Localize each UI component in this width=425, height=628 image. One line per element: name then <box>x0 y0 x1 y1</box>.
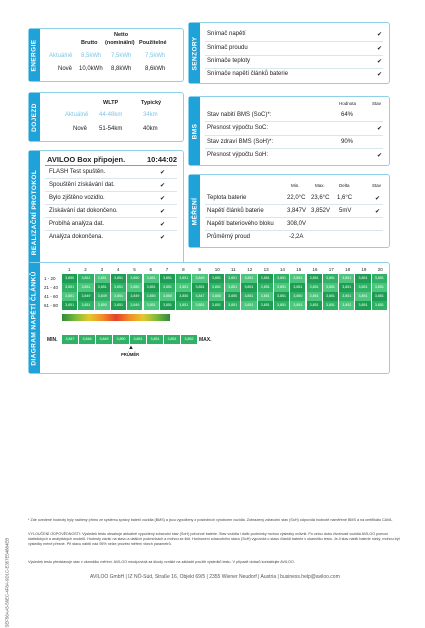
energy-r1-brutto: 8,5kWh <box>81 53 102 59</box>
range-r1-typ: 34km <box>143 112 158 118</box>
cell-voltage: 3,851 <box>209 301 225 310</box>
scale-value: 3,851 <box>130 335 147 344</box>
cell-voltage: 3,851 <box>258 301 274 310</box>
cell-voltage: 3,851 <box>160 283 176 292</box>
cell-column-header: 15 <box>296 267 302 272</box>
cell-voltage: 3,850 <box>290 292 306 301</box>
cell-voltage: 3,851 <box>144 274 160 283</box>
cell-voltage: 3,851 <box>372 292 388 301</box>
energy-head-netto2: (nominální) <box>105 40 135 46</box>
energy-r2-pouz: 8,6kWh <box>145 66 166 72</box>
range-panel <box>28 92 184 142</box>
energy-head-brutto: Brutto <box>81 40 98 46</box>
bms-side-label: BMS <box>189 97 200 165</box>
cell-voltage: 3,851 <box>241 283 257 292</box>
cell-column-header: 10 <box>214 267 220 272</box>
scale-value: 3,851 <box>147 335 164 344</box>
measure-row-delta: 1,6°C <box>337 195 353 201</box>
check-icon: ✔ <box>377 153 383 159</box>
cell-voltage: 3,851 <box>111 274 127 283</box>
cell-voltage: 3,851 <box>323 283 339 292</box>
measure-row-max: 3,852V <box>311 208 331 214</box>
energy-side-label: ENERGIE <box>29 29 40 81</box>
scale-value: 3,851 <box>164 335 181 344</box>
range-head-wltp: WLTP <box>103 100 119 106</box>
cell-voltage: 3,851 <box>111 292 127 301</box>
energy-head-pouzitelne: Použitelné <box>139 40 167 46</box>
sensors-panel <box>188 22 390 84</box>
range-head-typicky: Typický <box>141 100 162 106</box>
cell-voltage: 3,851 <box>111 301 127 310</box>
cell-column-header: 5 <box>133 267 136 272</box>
cell-column-header: 17 <box>328 267 334 272</box>
footnote-3: Výsledek testu představuje stav v okamžiku měření. AVILOO neodpovídá za škody vzniklé na základě použití výsledků testu. V případě dotazů kontaktujte AVILOO. <box>28 560 295 564</box>
cell-voltage: 3,851 <box>339 292 355 301</box>
measure-row-label: Napětí článků baterie <box>207 208 264 214</box>
cells-panel <box>28 262 390 374</box>
cell-voltage: 3,851 <box>258 274 274 283</box>
cell-voltage: 3,851 <box>355 274 371 283</box>
cell-column-header: 1 <box>68 267 71 272</box>
scale-value: 3,852 <box>181 335 198 344</box>
cell-voltage: 3,851 <box>355 283 371 292</box>
cell-voltage: 3,851 <box>192 283 208 292</box>
cells-side-label: DIAGRAM NAPĚTÍ ČLÁNKŮ <box>29 263 40 373</box>
check-icon: ✔ <box>160 196 166 202</box>
energy-panel <box>28 28 184 82</box>
cell-voltage: 3,851 <box>355 301 371 310</box>
cell-column-header: 11 <box>231 267 236 272</box>
cell-voltage: 3,851 <box>307 301 323 310</box>
cell-column-header: 19 <box>361 267 367 272</box>
measure-row-min: 308,0V <box>287 221 307 227</box>
energy-r1-label: Aktuálně <box>49 53 73 59</box>
range-side-label: DOJEZD <box>29 93 40 141</box>
check-icon: ✔ <box>160 222 166 228</box>
cell-voltage: 3,851 <box>192 301 208 310</box>
protocol-panel <box>28 150 184 274</box>
bms-soc: Stav nabití BMS (SoC)*: <box>207 112 272 118</box>
check-icon: ✔ <box>160 183 166 189</box>
cell-voltage: 3,847 <box>192 292 208 301</box>
cell-voltage: 3,850 <box>95 301 111 310</box>
cell-voltage: 3,851 <box>339 283 355 292</box>
cell-row-label: 1 - 20 <box>44 276 56 281</box>
range-r2-wltp: 51-54km <box>99 126 123 132</box>
cell-voltage: 3,851 <box>274 283 290 292</box>
footnote-1: * Zde uvedené hodnoty byly načteny přímo ze systému správy baterií vozidla (BMS) a jsou vypočteny z posledních výrobcem vozidla. Zobrazený zdravotní stav (SoH) odpovídá hodnotě naměřené BMS a na certifikátu CAVA. <box>28 518 393 522</box>
measure-row-label: Teplota baterie <box>207 195 247 201</box>
cell-voltage: 3,851 <box>339 274 355 283</box>
cell-voltage: 3,851 <box>176 274 192 283</box>
cell-voltage: 3,851 <box>225 274 241 283</box>
cell-voltage: 3,850 <box>62 274 78 283</box>
protocol-item: Probíhá analýza dat. <box>49 221 105 227</box>
cell-voltage: 3,851 <box>160 274 176 283</box>
cell-voltage: 3,851 <box>176 301 192 310</box>
cell-voltage: 3,851 <box>209 283 225 292</box>
bms-soh-value: 90% <box>341 139 354 145</box>
bms-soc-acc: Přesnost výpočtu SoC: <box>207 125 269 131</box>
cell-voltage: 3,851 <box>111 283 127 292</box>
check-icon: ✔ <box>377 32 383 38</box>
measure-head-delta: Delta <box>339 183 350 188</box>
cell-voltage: 3,850 <box>160 292 176 301</box>
cell-voltage: 3,851 <box>323 274 339 283</box>
cell-voltage: 3,851 <box>290 301 306 310</box>
check-icon: ✔ <box>377 126 383 132</box>
measure-row-label: Průměrný proud <box>207 234 251 240</box>
cell-voltage: 3,851 <box>307 283 323 292</box>
scale-max-label: MAX. <box>199 337 212 343</box>
cell-voltage: 3,851 <box>241 274 257 283</box>
cell-voltage: 3,851 <box>323 292 339 301</box>
bms-head-stav: Stav <box>372 101 382 106</box>
bms-soc-value: 64% <box>341 112 354 118</box>
cell-voltage: 3,851 <box>274 274 290 283</box>
cell-column-header: 2 <box>84 267 87 272</box>
cell-row-label: 21 - 40 <box>44 285 59 290</box>
protocol-item: Spouštění získávání dat. <box>49 182 115 188</box>
measure-row-max: 23,6°C <box>311 195 330 201</box>
scale-value: 3,848 <box>79 335 96 344</box>
cell-voltage: 3,850 <box>127 274 143 283</box>
cell-row-label: 61 - 80 <box>44 303 59 308</box>
sensors-side-label: SENZORY <box>189 23 200 83</box>
bms-soh: Stav zdraví BMS (SoH)*: <box>207 139 274 145</box>
measure-row-min: 3,847V <box>287 208 307 214</box>
protocol-item: Získávání dat dokončeno. <box>49 208 118 214</box>
cell-voltage: 3,851 <box>62 292 78 301</box>
voltage-gradient-bar <box>62 314 170 321</box>
measure-panel <box>188 174 390 248</box>
measure-head-stav: Stav <box>372 183 382 188</box>
cell-voltage: 3,851 <box>372 274 388 283</box>
cell-voltage: 3,851 <box>95 274 111 283</box>
protocol-side-label: REALIZAČNÍ PROTOKOL <box>29 151 40 273</box>
sensor-item: Snímač proudu <box>207 45 248 51</box>
bms-soh-acc: Přesnost výpočtu SoH: <box>207 152 269 158</box>
cell-voltage: 3,851 <box>78 283 94 292</box>
cell-voltage: 3,851 <box>241 292 257 301</box>
cell-voltage: 3,851 <box>290 283 306 292</box>
cell-column-header: 6 <box>149 267 153 272</box>
cell-voltage: 3,851 <box>78 301 94 310</box>
cell-voltage: 3,849 <box>95 292 111 301</box>
cell-voltage: 3,851 <box>78 274 94 283</box>
cell-voltage: 3,850 <box>209 292 225 301</box>
cell-column-header: 4 <box>116 267 120 272</box>
protocol-item: Analýza dokončena. <box>49 234 104 240</box>
cell-column-header: 12 <box>247 267 253 272</box>
cell-row-label: 41 - 60 <box>44 294 59 299</box>
check-icon: ✔ <box>375 209 381 215</box>
cell-voltage: 3,851 <box>62 301 78 310</box>
energy-head-netto: Netto <box>114 32 129 38</box>
cell-voltage: 3,851 <box>307 274 323 283</box>
cell-voltage: 3,851 <box>372 283 388 292</box>
check-icon: ✔ <box>375 196 381 202</box>
range-r1-wltp: 44-48km <box>99 112 123 118</box>
energy-r1-netto: 7,5kWh <box>111 53 132 59</box>
range-r1-label: Aktuálně <box>65 112 89 118</box>
bms-panel <box>188 96 390 166</box>
measure-side-label: MĚŘENÍ <box>189 175 200 247</box>
cell-voltage: 3,851 <box>274 292 290 301</box>
cell-column-header: 13 <box>263 267 269 272</box>
cell-voltage: 3,849 <box>78 292 94 301</box>
cell-voltage: 3,851 <box>258 283 274 292</box>
measure-row-delta: 5mV <box>339 208 352 214</box>
scale-value: 3,850 <box>113 335 130 344</box>
scale-value: 3,847 <box>62 335 79 344</box>
cell-column-header: 20 <box>377 267 383 272</box>
sensor-item: Snímače napětí článků baterie <box>207 71 289 77</box>
cell-voltage: 3,852 <box>339 301 355 310</box>
footnote-2: VYLOUČENÍ ODPOVĚDNOSTI: Výsledek testu obsahuje aktuálně vypočtený zdravotní stav (SoH) pohonné baterie. Stav vozidla i další podmínky mohou výsledky ovlivnit. Po celou dobu životnosti vozidla AVILOO pomocí statistických a analytických modelů. Hodnoty závisí na stavu a dalších podmínkách a mohou se lišit. Hodnocení zdravotního stavu (SoH) vypovídá o stavu článků baterie v okamžiku testu. Je-li stav nabití baterie nízký, mohou být výsledky méně přesné. Při stavu nabití nad 95% nelze provést měření všech parametrů. <box>28 532 400 546</box>
cell-voltage: 3,850 <box>176 292 192 301</box>
cell-voltage: 3,851 <box>241 301 257 310</box>
cell-voltage: 3,851 <box>225 301 241 310</box>
measure-head-max: Max. <box>315 183 325 188</box>
bms-head-hodnota: Hodnota <box>339 101 357 106</box>
side-document-code: SEF56AA5-56EC-4F8A-9D1C-E357E54884EB <box>4 537 10 628</box>
protocol-item: FLASH Test spuštěn. <box>49 169 106 175</box>
average-marker-icon: ▲ <box>128 345 134 351</box>
cell-voltage: 3,851 <box>307 292 323 301</box>
measure-row-min: 22,0°C <box>287 195 306 201</box>
check-icon: ✔ <box>377 72 383 78</box>
cell-voltage: 3,851 <box>290 274 306 283</box>
cell-voltage: 3,849 <box>127 292 143 301</box>
cell-voltage: 3,851 <box>372 301 388 310</box>
footer-address: AVILOO GmbH | IZ NÖ-Süd, Straße 16, Objekt 69/5 | 2355 Wiener Neudorf | Austria | business.help@aviloo.com <box>90 574 340 580</box>
cell-column-header: 8 <box>182 267 185 272</box>
cell-voltage: 3,849 <box>127 301 143 310</box>
cell-voltage: 3,849 <box>192 274 208 283</box>
range-r2-typ: 40km <box>143 126 158 132</box>
protocol-time: 10:44:02 <box>147 155 178 164</box>
cell-voltage: 3,851 <box>176 283 192 292</box>
check-icon: ✔ <box>160 235 166 241</box>
energy-r2-netto: 8,8kWh <box>111 66 132 72</box>
measure-head-min: Min. <box>291 183 300 188</box>
cell-voltage: 3,851 <box>258 292 274 301</box>
measure-row-min: -2,2A <box>289 234 304 240</box>
range-r2-label: Nově <box>73 126 88 132</box>
cell-voltage: 3,851 <box>355 292 371 301</box>
energy-r2-brutto: 10,0kWh <box>79 66 103 72</box>
cell-voltage: 3,851 <box>323 301 339 310</box>
cell-column-header: 7 <box>165 267 169 272</box>
cell-voltage: 3,851 <box>274 301 290 310</box>
check-icon: ✔ <box>377 46 383 52</box>
average-label: PRŮMĚR <box>121 352 140 357</box>
check-icon: ✔ <box>160 209 166 215</box>
cell-voltage: 3,850 <box>225 292 241 301</box>
energy-r1-pouz: 7,5kWh <box>145 53 166 59</box>
cell-voltage: 3,851 <box>225 283 241 292</box>
cell-column-header: 14 <box>279 267 285 272</box>
scale-min-label: MIN. <box>47 337 58 343</box>
cell-voltage: 3,851 <box>95 283 111 292</box>
measure-row-label: Napětí bateriového bloku <box>207 221 274 227</box>
scale-value: 3,849 <box>96 335 113 344</box>
cell-voltage: 3,850 <box>144 292 160 301</box>
cell-column-header: 18 <box>345 267 351 272</box>
sensor-item: Snímač napětí <box>207 31 246 37</box>
protocol-item: Bylo zjištěno vozidlo. <box>49 195 105 201</box>
cell-voltage: 3,851 <box>209 274 225 283</box>
cell-column-header: 9 <box>198 267 201 272</box>
sensor-item: Snímače teploty <box>207 58 251 64</box>
cell-column-header: 16 <box>312 267 318 272</box>
cell-voltage: 3,850 <box>127 283 143 292</box>
check-icon: ✔ <box>160 170 166 176</box>
cell-voltage: 3,851 <box>144 283 160 292</box>
cell-voltage: 3,851 <box>144 301 160 310</box>
protocol-title: AVILOO Box připojen. <box>47 155 126 164</box>
energy-r2-label: Nově <box>58 66 73 72</box>
cell-column-header: 3 <box>100 267 104 272</box>
cell-voltage: 3,851 <box>62 283 78 292</box>
cell-voltage: 3,851 <box>160 301 176 310</box>
check-icon: ✔ <box>377 59 383 65</box>
